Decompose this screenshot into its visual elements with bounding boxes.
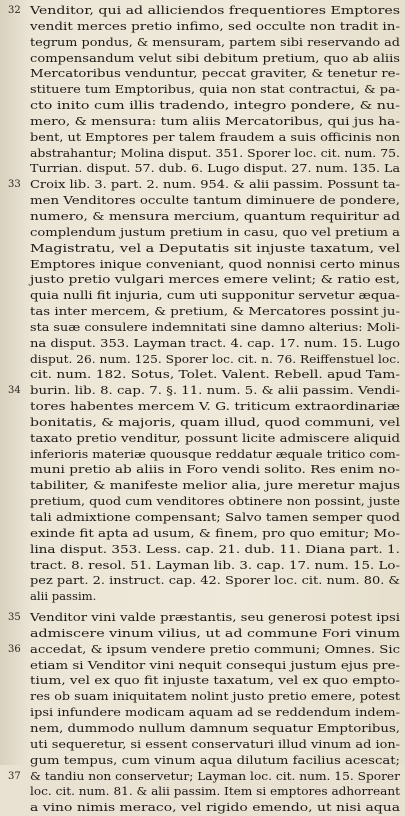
text-line [8,610,400,626]
line-text: burin. lib. 8. cap. 7. §. 11. num. 5. & alii passim. Vendi- [30,383,400,398]
line-text: tas inter mercem, & pretium, & Mercatores possint ju- [30,304,400,319]
text-line [8,705,400,721]
line-text: loc. cit. num. 81. & alii passim. Item si emptores adhorreant [30,784,400,799]
line-text: Venditor vini valde præstantis, seu generosi potest ipsi [30,610,400,625]
text-line [8,336,400,352]
text-line [8,146,400,162]
paragraph-number: 37 [8,770,21,782]
text-line [8,447,400,463]
line-text: bent, ut Emptores per talem fraudem a suis officinis non [30,129,401,144]
line-text: taxato pretio venditur, possunt licite admiscere aliquid [30,430,400,445]
paragraph-number: 32 [8,5,21,16]
text-line [8,19,400,35]
text-line [8,51,400,67]
text-line [8,304,400,320]
text-line [8,494,400,510]
text-line [8,320,400,336]
line-text: bonitatis, & majoris, quam illud, quod communi, vel [30,414,400,429]
line-text: Turrian. disput. 57. dub. 6. Lugo disput. 27. num. 135. La [30,161,401,176]
line-text: abstrahantur; Molina disput. 351. Sporer loc. cit. num. 75. [30,145,401,160]
line-text: Emptores inique conveniant, quod nonnisi certo minus [30,256,401,271]
text-line [8,352,400,368]
line-text: mero, & mensura: tum aliis Mercatoribus, qui jus ha- [30,113,400,128]
text-line [8,721,400,737]
line-text: men Venditores occulte tantum diminuere de pondere, [30,193,400,208]
text-line [8,114,400,130]
line-text: gum tempus, cum vinum aqua dilutum facilius acescat; [30,752,401,767]
text-line [8,431,400,447]
line-text: complendum justum pretium in casu, quo vel pretium a [30,224,401,239]
line-text: tium, vel ex quo fit injuste taxatum, vel ex quo empto- [30,673,400,688]
text-line [8,800,400,816]
line-text: Croix lib. 3. part. 2. num. 954. & alii passim. Possunt ta- [30,177,401,192]
text-line [8,66,400,82]
line-text: accedat, & ipsum vendere pretio communi; Omnes. Sic [30,641,401,656]
text-line [8,478,400,494]
line-text: pez part. 2. instruct. cap. 42. Sporer loc. cit. num. 80. & [30,573,400,588]
line-text: inferioris materiæ quousque reddatur æquale tritico com- [30,446,401,461]
text-line [8,462,400,478]
paragraph-number: 36 [8,643,21,655]
line-text: admiscere vinum vilius, ut ad commune Fori vinum [30,625,400,640]
text-line [8,82,400,98]
text-line [8,689,400,705]
line-text: tract. 8. resol. 51. Layman lib. 3. cap. 17. num. 15. Lo- [30,557,401,572]
text-block [8,3,400,816]
line-text: cto inito cum illis tradendo, integro pondere, & nu- [30,98,400,113]
text-line [8,257,400,273]
line-text: sta suæ consulere indemnitati sine damno alterius: Moli- [30,319,401,334]
text-line [8,737,400,753]
line-text: vendit merces pretio infimo, sed occulte non tradit in- [30,18,401,33]
text-line [8,626,400,642]
line-text: tegrum pondus, & mensuram, partem sibi reservando ad [30,34,401,49]
line-text: stituere tum Emptoribus, quia non stat contractui, & pa- [30,82,400,97]
text-line [8,784,400,800]
text-line [8,510,400,526]
line-text: pretium, quod cum venditores obtinere non possint, juste [30,494,401,509]
text-line [8,769,400,785]
line-text: alii passim. [30,589,97,604]
line-text: lina disput. 353. Less. cap. 21. dub. 11. Diana part. 1. [30,541,401,556]
line-text: nem, dummodo nullum damnum sequatur Emptoribus, [30,720,401,735]
text-line [8,35,400,51]
line-text: & tandiu non conservetur; Layman loc. cit. num. 15. Sporer [30,768,400,783]
line-text: Venditor, qui ad alliciendos frequentiores Emptores [30,3,400,17]
line-text: res ob suam iniquitatem nolint justo pretio emere, potest [30,689,401,704]
line-text: quia nulli fit injuria, cum uti supponitur servetur æqua- [30,288,401,303]
text-line [8,288,400,304]
text-line [8,177,400,193]
text-line [8,241,400,257]
line-text: cit. num. 182. Sotus, Tolet. Valent. Rebell. apud Tam- [30,367,401,382]
text-line [8,642,400,658]
text-line [8,98,400,114]
text-line [8,526,400,542]
text-line [8,383,400,399]
text-line [8,130,400,146]
text-line [8,209,400,225]
text-line [8,658,400,674]
line-text: numero, & mensura mercium, quantum requiritur ad [30,208,400,223]
text-line [8,161,400,177]
line-text: a vino nimis meraco, vel rigido emendo, ut nisi aqua [30,800,400,815]
line-text: justo pretio vulgari merces emere velint; & ratio est, [30,272,400,287]
line-text: na disput. 353. Layman tract. 4. cap. 17. num. 15. Lugo [30,335,400,350]
line-text: tores habentes mercem V. G. triticum extraordinariæ [30,399,400,414]
line-text: disput. 26. num. 125. Sporer loc. cit. n. 76. Reiffenstuel loc. [30,351,400,366]
line-text: muni pretio ab aliis in Foro vendi solito. Res enim no- [30,462,400,477]
text-line [8,673,400,689]
paragraph-number: 33 [8,179,21,191]
line-text: Magistratu, vel a Deputatis sit injuste taxatum, vel [30,240,400,255]
line-text: etiam si Venditor vini nequit consequi justum ejus pre- [30,657,400,672]
text-line [8,225,400,241]
line-text: ipsi infundere modicam aquam ad se reddendum indem- [30,705,400,720]
text-line [8,753,400,769]
text-line [8,573,400,589]
paragraph-number: 34 [8,385,21,397]
line-text: uti sequeretur, si essent conservaturi illud vinum ad ion- [30,736,401,751]
line-text: tali admixtione compensant; Salvo tamen semper quod [30,510,401,524]
text-line [8,558,400,574]
line-text: tabiliter, & manifeste melior alia, jure meretur majus [30,478,400,493]
text-line [8,367,400,383]
line-text: compensandum velut sibi debitum pretium, quo ab aliis [30,50,401,65]
line-text: exinde fit apta ad usum, & finem, pro quo emitur; Mo- [30,525,400,540]
text-line [8,193,400,209]
text-line [8,542,400,558]
text-line [8,3,400,19]
text-line [8,399,400,415]
text-line [8,272,400,288]
text-line [8,415,400,431]
paragraph-number: 35 [8,612,21,624]
line-text: Mercatoribus venduntur, peccat graviter, & tenetur re- [30,66,401,81]
text-line [8,589,400,605]
